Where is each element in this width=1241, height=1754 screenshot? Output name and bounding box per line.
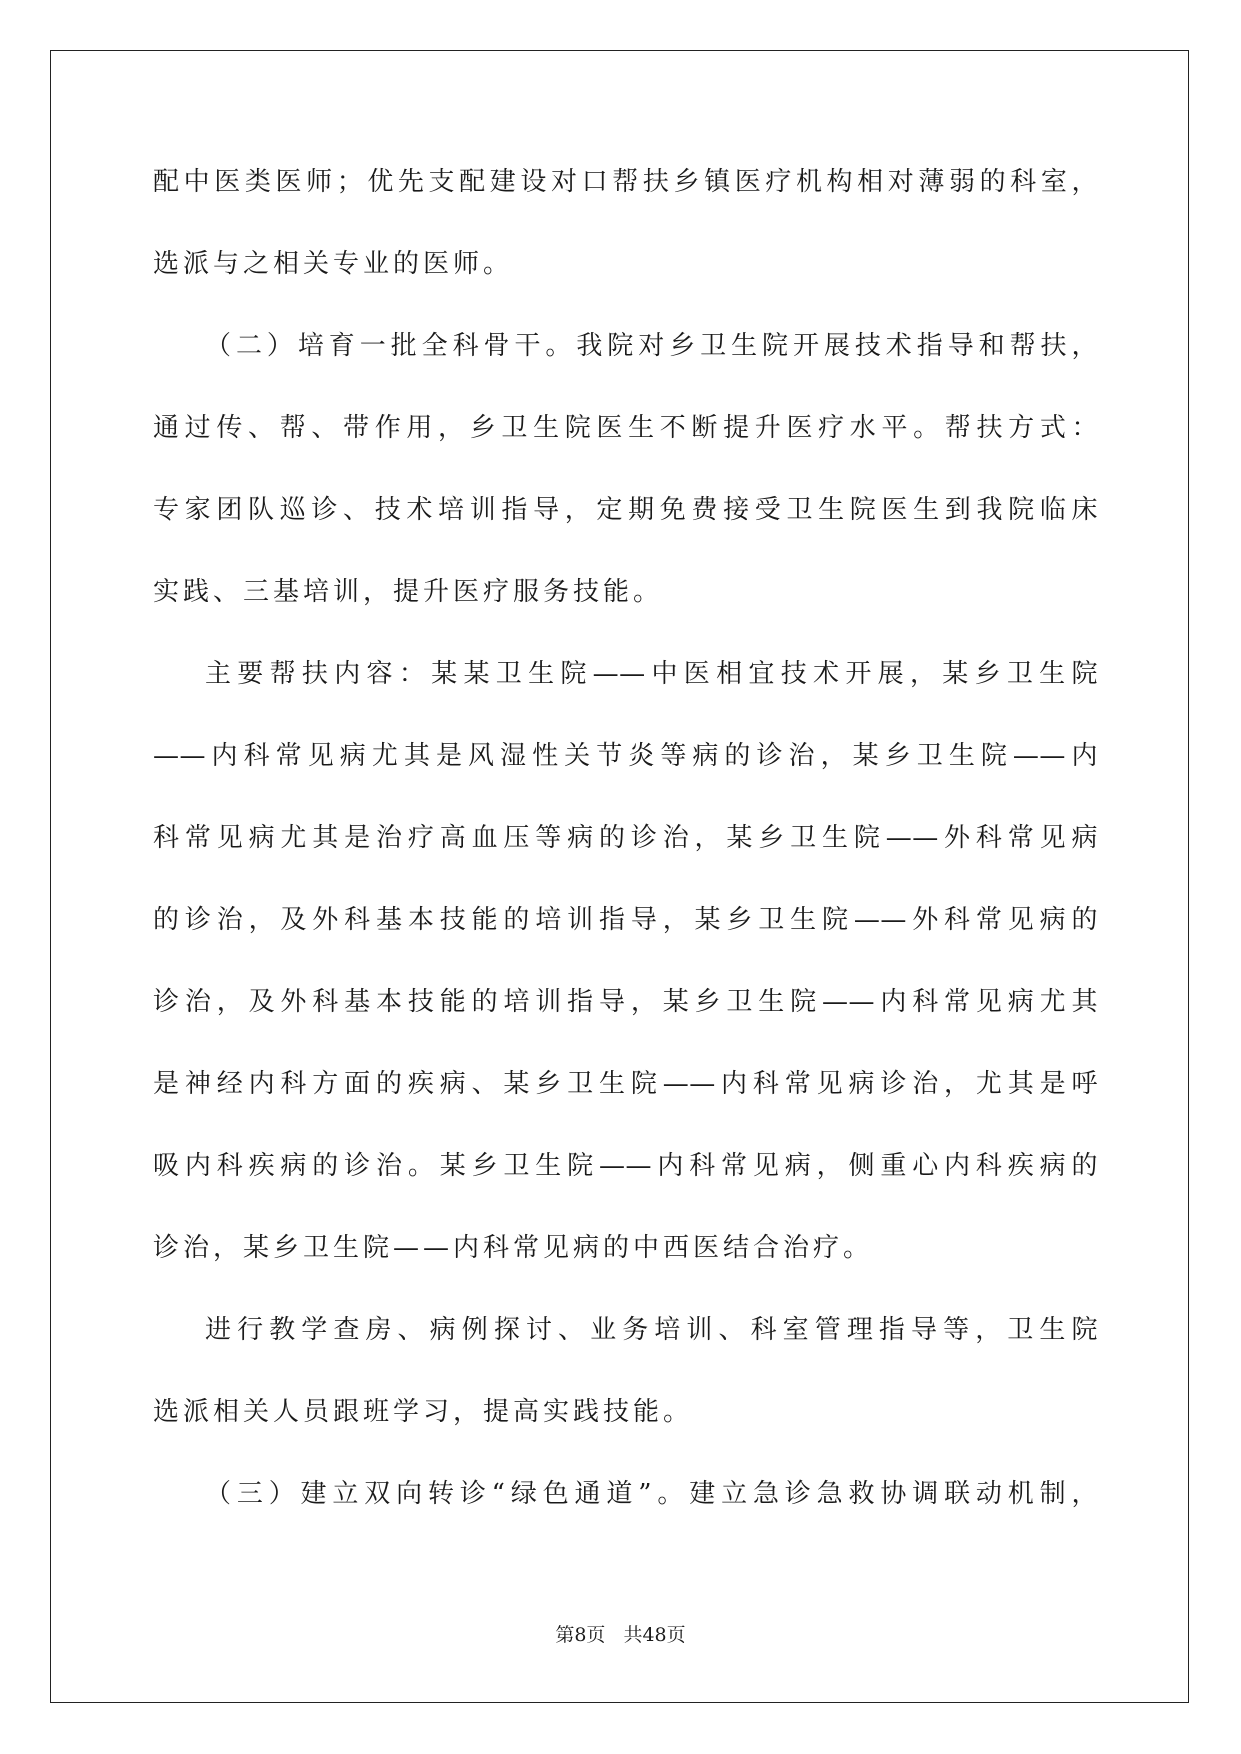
line-text: 进行教学查房、病例探讨、业务培训、科室管理指导等，卫生院 bbox=[205, 1315, 1098, 1345]
page-number: 第8页 bbox=[555, 1624, 606, 1646]
line-text: （三）建立双向转诊“绿色通道”。建立急诊急救协调联动机制， bbox=[205, 1479, 1098, 1509]
text-line bbox=[153, 1149, 1098, 1231]
line-text: 通过传、帮、带作用，乡卫生院医生不断提升医疗水平。帮扶方式： bbox=[153, 413, 1098, 443]
line-text: 配中医类医师；优先支配建设对口帮扶乡镇医疗机构相对薄弱的科室， bbox=[153, 167, 1098, 197]
document-body bbox=[153, 165, 1098, 1559]
text-line bbox=[153, 739, 1098, 821]
line-text: （二）培育一批全科骨干。我院对乡卫生院开展技术指导和帮扶， bbox=[205, 331, 1098, 361]
text-line bbox=[153, 1395, 1098, 1477]
text-line bbox=[153, 1067, 1098, 1149]
text-line bbox=[153, 1231, 1098, 1313]
line-text: 科常见病尤其是治疗高血压等病的诊治，某乡卫生院——外科常见病 bbox=[153, 823, 1098, 853]
page-footer bbox=[0, 1623, 1241, 1647]
text-line bbox=[153, 1477, 1098, 1559]
line-text: 选派相关人员跟班学习，提高实践技能。 bbox=[153, 1397, 694, 1427]
line-text: 的诊治，及外科基本技能的培训指导，某乡卫生院——外科常见病的 bbox=[153, 905, 1098, 935]
line-text: 选派与之相关专业的医师。 bbox=[153, 249, 514, 279]
text-line bbox=[153, 985, 1098, 1067]
page-total: 共48页 bbox=[623, 1624, 686, 1646]
line-text: 主要帮扶内容：某某卫生院——中医相宜技术开展，某乡卫生院 bbox=[205, 659, 1098, 689]
text-line bbox=[153, 329, 1098, 411]
line-text: 实践、三基培训，提升医疗服务技能。 bbox=[153, 577, 664, 607]
line-text: 诊治，及外科基本技能的培训指导，某乡卫生院——内科常见病尤其 bbox=[153, 987, 1098, 1017]
text-line bbox=[153, 1313, 1098, 1395]
text-line bbox=[153, 657, 1098, 739]
text-line bbox=[153, 903, 1098, 985]
text-line bbox=[153, 247, 1098, 329]
line-text: 吸内科疾病的诊治。某乡卫生院——内科常见病，侧重心内科疾病的 bbox=[153, 1151, 1098, 1181]
text-line bbox=[153, 575, 1098, 657]
line-text: ——内科常见病尤其是风湿性关节炎等病的诊治，某乡卫生院——内 bbox=[153, 741, 1098, 771]
text-line bbox=[153, 165, 1098, 247]
text-line bbox=[153, 411, 1098, 493]
text-line bbox=[153, 493, 1098, 575]
line-text: 专家团队巡诊、技术培训指导，定期免费接受卫生院医生到我院临床 bbox=[153, 495, 1098, 525]
text-line bbox=[153, 821, 1098, 903]
line-text: 诊治，某乡卫生院——内科常见病的中西医结合治疗。 bbox=[153, 1233, 874, 1263]
line-text: 是神经内科方面的疾病、某乡卫生院——内科常见病诊治，尤其是呼 bbox=[153, 1069, 1098, 1099]
